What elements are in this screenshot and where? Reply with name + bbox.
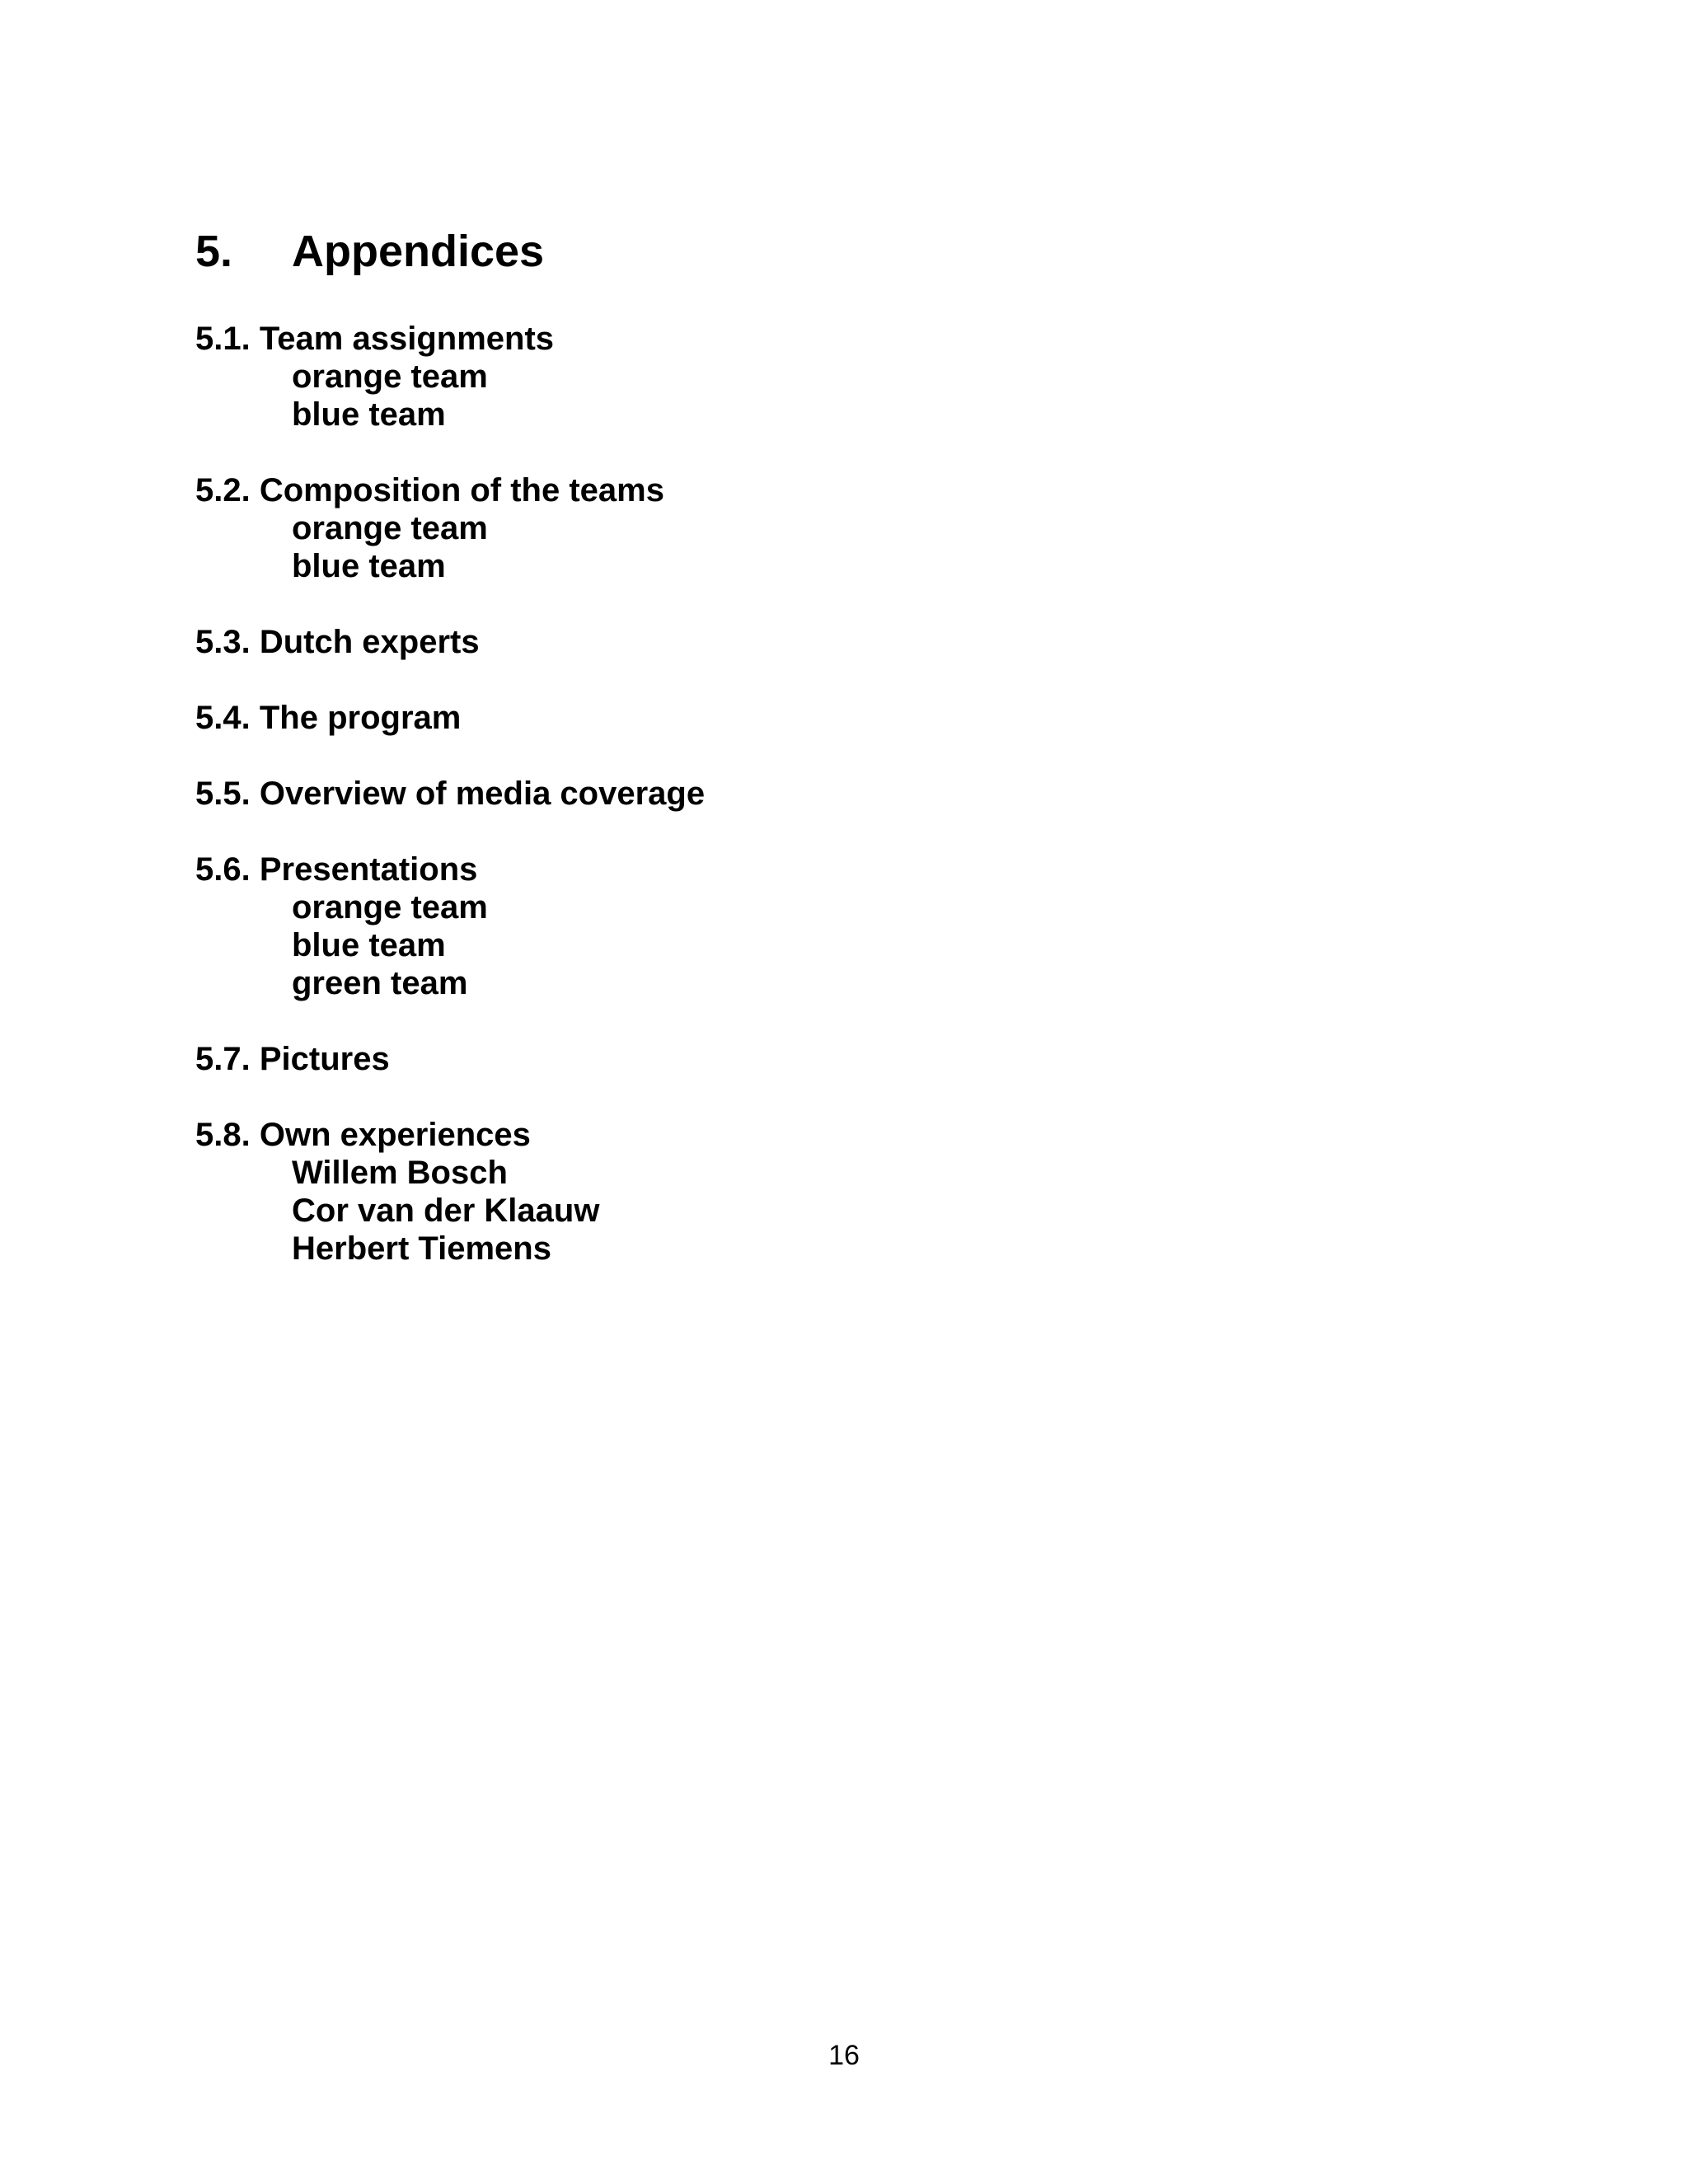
section-number: 5.1. [195, 321, 251, 357]
page-number: 16 [828, 2040, 860, 2071]
section-title: Composition of the teams [259, 472, 664, 509]
section-title: Own experiences [259, 1117, 531, 1153]
section-number: 5.5. [195, 776, 251, 812]
section-heading [195, 471, 705, 509]
section-title: Overview of media coverage [259, 776, 706, 812]
section-subitems [195, 1154, 705, 1268]
section-5-8 [195, 1116, 705, 1268]
section-heading [195, 320, 705, 358]
chapter-title: Appendices [292, 227, 545, 276]
section-subitems [195, 888, 705, 1002]
chapter-number: 5. [195, 227, 233, 276]
section-subitems [195, 509, 705, 585]
chapter-heading [195, 223, 544, 280]
section-title: Dutch experts [259, 624, 480, 660]
section-heading [195, 623, 705, 661]
section-5-5 [195, 775, 705, 813]
section-heading [195, 851, 705, 888]
list-item: Cor van der Klaauw [292, 1193, 600, 1229]
section-5-6 [195, 851, 705, 1002]
section-title: Pictures [259, 1041, 390, 1077]
list-item: blue team [292, 396, 446, 433]
list-item: orange team [292, 889, 488, 926]
section-number: 5.2. [195, 472, 251, 509]
section-5-4 [195, 699, 705, 737]
section-title: The program [259, 700, 462, 736]
section-heading [195, 699, 705, 737]
section-number: 5.8. [195, 1117, 251, 1153]
list-item: orange team [292, 510, 488, 546]
section-number: 5.3. [195, 624, 251, 660]
section-subitems [195, 358, 705, 434]
appendix-list [195, 320, 705, 1268]
section-5-2 [195, 471, 705, 585]
section-title: Presentations [259, 851, 478, 888]
list-item: Herbert Tiemens [292, 1230, 551, 1267]
list-item: blue team [292, 927, 446, 963]
section-number: 5.6. [195, 851, 251, 888]
list-item: green team [292, 965, 468, 1001]
list-item: Willem Bosch [292, 1155, 508, 1191]
section-heading [195, 775, 705, 813]
section-title: Team assignments [259, 321, 555, 357]
list-item: blue team [292, 548, 446, 584]
list-item: orange team [292, 359, 488, 395]
section-5-3 [195, 623, 705, 661]
section-number: 5.7. [195, 1041, 251, 1077]
section-heading [195, 1040, 705, 1078]
section-heading [195, 1116, 705, 1154]
section-number: 5.4. [195, 700, 251, 736]
section-5-7 [195, 1040, 705, 1078]
section-5-1 [195, 320, 705, 434]
